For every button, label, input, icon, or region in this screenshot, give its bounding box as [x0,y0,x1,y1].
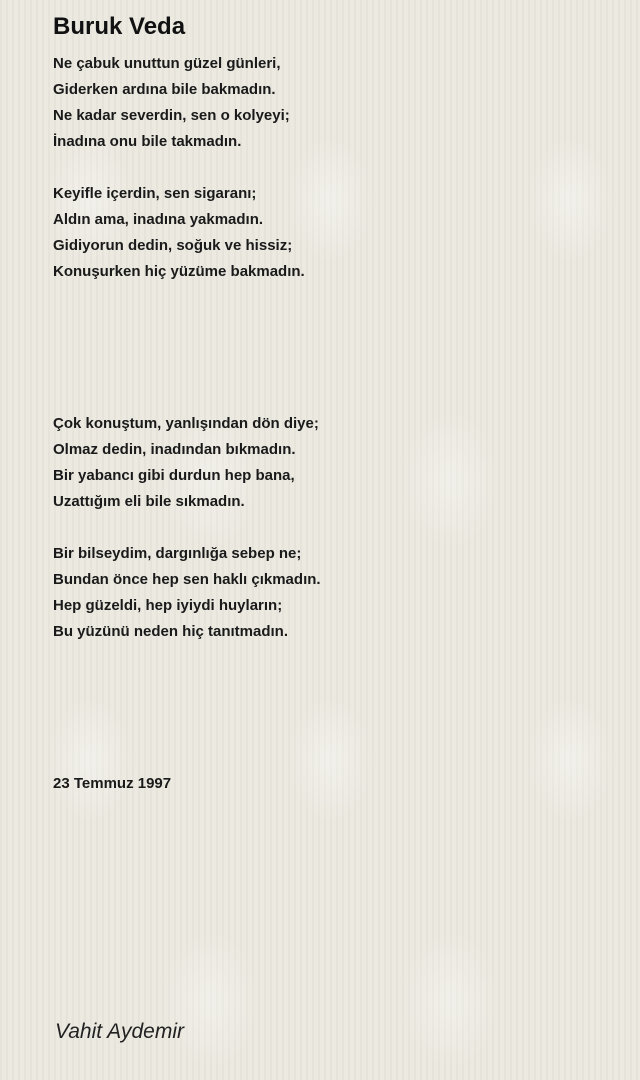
poem-line: Olmaz dedin, inadından bıkmadın. [53,441,296,458]
poem-line: Çok konuştum, yanlışından dön diye; [53,415,319,432]
stanza-1 [53,51,290,155]
stanza-2 [53,181,305,285]
poem-line: Bundan önce hep sen haklı çıkmadın. [53,571,321,588]
stanza-3 [53,411,319,515]
poem-line: Giderken ardına bile bakmadın. [53,81,276,98]
poem-line: Hep güzeldi, hep iyiydi huyların; [53,597,283,614]
poem-line: Keyifle içerdin, sen sigaranı; [53,185,257,202]
poem-line: Konuşurken hiç yüzüme bakmadın. [53,263,305,280]
poem-author: Vahit Aydemir [55,1020,184,1043]
poem-line: Aldın ama, inadına yakmadın. [53,211,264,228]
poem-line: Bir yabancı gibi durdun hep bana, [53,467,295,484]
poem-line: Ne çabuk unuttun güzel günleri, [53,55,281,72]
poem-title: Buruk Veda [53,13,186,40]
poem-line: Bir bilseydim, dargınlığa sebep ne; [53,545,302,562]
poem-date: 23 Temmuz 1997 [53,775,172,792]
poem-line: Gidiyorun dedin, soğuk ve hissiz; [53,237,293,254]
poem-line: Ne kadar severdin, sen o kolyeyi; [53,107,290,124]
poem-line: Bu yüzünü neden hiç tanıtmadın. [53,623,289,640]
stanza-4 [53,541,321,645]
poem-line: İnadına onu bile takmadın. [53,133,242,150]
poem-line: Uzattığım eli bile sıkmadın. [53,493,245,510]
